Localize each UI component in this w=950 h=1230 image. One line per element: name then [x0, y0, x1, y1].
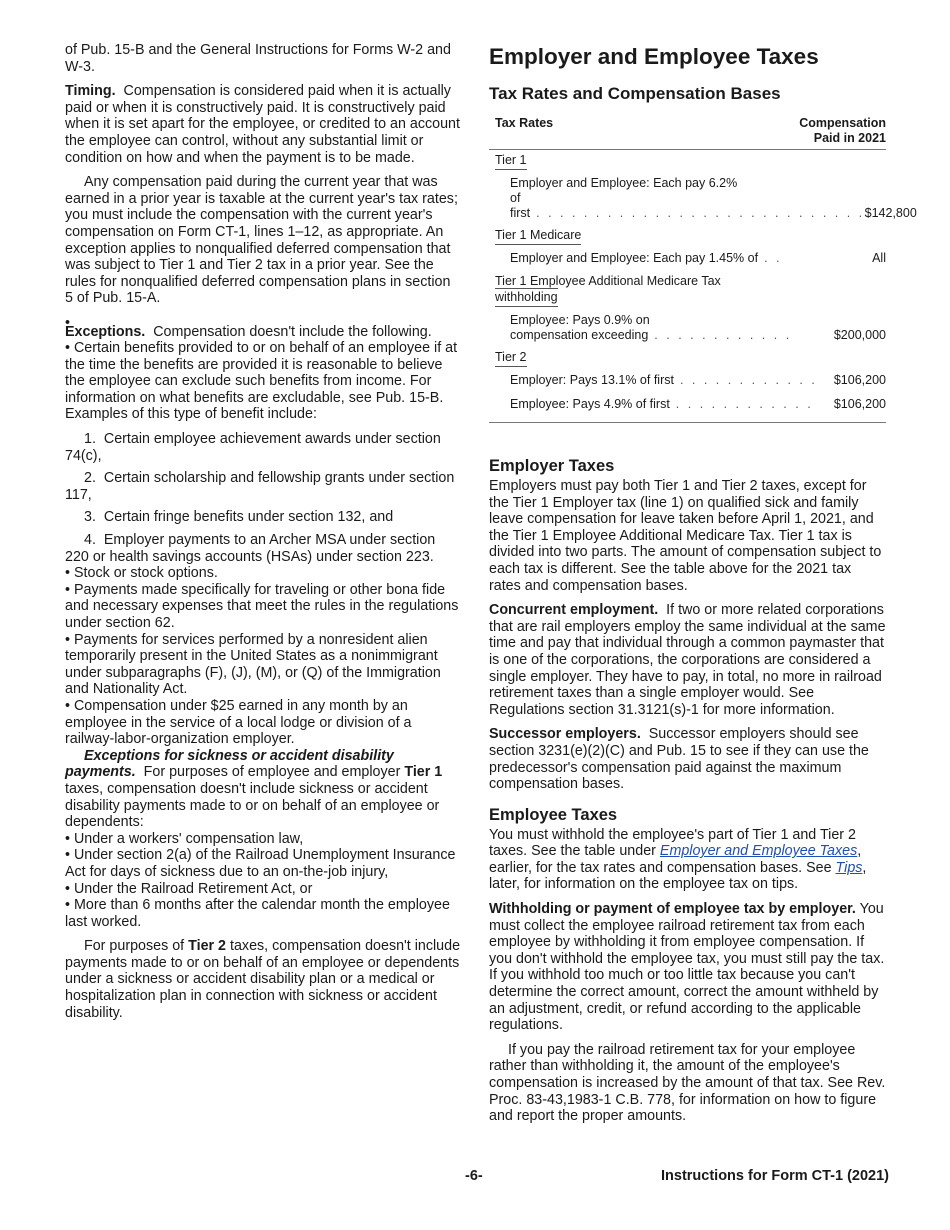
- exceptions-intro: Compensation doesn't include the following.: [153, 323, 432, 340]
- sick-bullet-workers-comp: • Under a workers' compensation law,: [65, 831, 461, 848]
- employer-employee-taxes-link[interactable]: Employer and Employee Taxes: [659, 843, 858, 860]
- page-number: -6-: [465, 1168, 483, 1184]
- timing-title: Timing.: [65, 83, 116, 100]
- heading-tax-rates: Tax Rates and Compensation Bases: [489, 84, 781, 103]
- tax-rates-table: [489, 114, 917, 423]
- table-value: $106,200: [833, 397, 886, 411]
- prior-year-paragraph: Any compensation paid during the current year that was earned in a prior year is taxable at the current year's tax rates; you must include the compensation with the current year's compensation on Form CT-1, lines 1–12, as appropriate. An exception applies to nonqualified deferred compensation that was subject to Tier 1 and Tier 2 tax in a prior year. See the rules for nonqualified deferred compensation plans in section 5 of Pub. 15-A.: [65, 174, 458, 307]
- table-value: $200,000: [833, 328, 886, 342]
- table-row: Employer and Employee: Each pay 6.2% of first . . . . . . . . . . . . . . . . . . . . . . . . . . . . $142,800: [510, 176, 917, 220]
- header-tax-rates: Tax Rates: [495, 116, 554, 130]
- table-section-tier1-medicare: Tier 1 Medicare: [489, 225, 886, 246]
- withholding-paragraph: Withholding or payment of employee tax by employer. You must collect the employee railroad retirement tax from each employee by withholding it from employee compensation. If you don't withhold the employee tax, you must still pay the tax. If you withhold too much or too little tax because you can't determine the correct amount, correct the amount withheld by an adjustment, credit, or refund according to the applicable regulations.: [489, 901, 885, 1034]
- sick-bullet-unemployment: • Under section 2(a) of the Railroad Unemployment Insurance Act for days of sickness due to an on-the-job injury,: [65, 847, 461, 880]
- sick-bullet-retirement-act: • Under the Railroad Retirement Act, or: [65, 881, 461, 898]
- table-value: All: [872, 251, 886, 265]
- table-row: Employee: Pays 0.9% on compensation exceeding . . . . . . . . . . . . $200,000: [510, 313, 886, 342]
- timing-paragraph: [65, 83, 461, 166]
- bullet-stock: • Stock or stock options.: [65, 565, 461, 582]
- continued-paragraph: of Pub. 15-B and the General Instructions for Forms W-2 and W-3.: [65, 42, 451, 75]
- tips-link[interactable]: Tips: [835, 859, 863, 876]
- concurrent-paragraph: Concurrent employment. If two or more related corporations that are rail employers employ the same individual at the same time and pay that individual through a common paymaster that is one of the corporations, the corporations are considered a single employer. They have to pay, in total, no more in railroad retirement taxes than a single employer would. See Regulations section 31.3121(s)-1 for more information.: [489, 602, 886, 718]
- table-value: $106,200: [833, 373, 886, 387]
- table-row: Employee: Pays 4.9% of first . . . . . . . . . . . . $106,200: [510, 397, 886, 411]
- footer-form-title: Instructions for Form CT-1 (2021): [661, 1168, 890, 1184]
- table-section-additional-medicare: Tier 1 Employee Additional Medicare Tax withholding: [489, 270, 886, 308]
- left-column: [65, 42, 461, 1029]
- timing-text: Compensation is considered paid when it is actually paid or when it is constructively paid. It is constructively paid when it is set apart for the employee, or credited to an account the employee can control, without any substantial limit or condition on how and when the payment is to be made.: [65, 83, 460, 166]
- heading-employer-taxes: Employer Taxes: [489, 457, 615, 475]
- numbered-item-4: 4. Employer payments to an Archer MSA under section 220 or health savings accounts (HSAs) under section 223.: [65, 532, 436, 565]
- employer-taxes-paragraph: Employers must pay both Tier 1 and Tier 2 taxes, except for the Tier 1 Employer tax (line 1) on qualified sick and family leave compensation for leave taken before April 1, 2021, and the Tier 1 Employee Additional Medicare Tax. Tier 1 tax is divided into two parts. The amount of compensation subject to each tax is different. See the table above for the 2021 tax rates and compensation bases.: [489, 478, 882, 594]
- heading-employee-taxes: Employee Taxes: [489, 805, 618, 824]
- table-section-tier2: Tier 2: [489, 347, 886, 368]
- employee-taxes-paragraph: You must withhold the employee's part of Tier 1 and Tier 2 taxes. See the table under Employer and Employee Taxes, earlier, for the tax rates and compensation bases. See Tips, later, for information on the employee tax on tips.: [489, 826, 867, 893]
- right-column: [489, 42, 917, 1133]
- exceptions-block: [65, 324, 461, 748]
- pay-tax-paragraph: If you pay the railroad retirement tax for your employee rather than withholding it, the amount of the employee's compensation is increased by the amount of that tax. See Rev. Proc. 83-43,1983-1 C.B. 778, for information on how to figure and report the proper amounts.: [489, 1041, 886, 1125]
- numbered-item-2: 2. Certain scholarship and fellowship grants under section 117,: [65, 470, 455, 503]
- table-header: [489, 114, 886, 150]
- header-compensation: Compensation Paid in 2021: [799, 116, 886, 145]
- numbered-item-1: 1. Certain employee achievement awards under section 74(c),: [65, 431, 441, 464]
- bullet-benefits: • Certain benefits provided to or on behalf of an employee if at the time the benefits are provided it is reasonable to believe the employee can exclude such benefits from income. For information on what benefits are excludable, see Pub. 15-B. Examples of this type of benefit include:: [65, 340, 461, 423]
- numbered-item-3: 3. Certain fringe benefits under section 132, and: [84, 509, 394, 526]
- bullet-travel: • Payments made specifically for traveling or other bona fide and necessary expenses that meet the rules in the regulations under section 62.: [65, 582, 461, 632]
- bullet-nonresident: • Payments for services performed by a nonresident alien temporarily present in the United States as a nonimmigrant under subparagraphs (F), (J), (M), or (Q) of the Immigration and Nationality Act.: [65, 632, 461, 698]
- table-row: Employer: Pays 13.1% of first . . . . . . . . . . . . $106,200: [510, 373, 886, 387]
- exceptions-title: Exceptions.: [65, 323, 146, 340]
- table-section-tier1: Tier 1: [489, 150, 886, 171]
- sick-bullet-six-months: • More than 6 months after the calendar month the employee last worked.: [65, 897, 461, 930]
- sickness-title: Exceptions for sickness or accident disability payments.: [65, 747, 394, 781]
- sickness-paragraph: Exceptions for sickness or accident disability payments. For purposes of employee and employer Tier 1 taxes, compensation doesn't include sickness or accident disability payments made to or on behalf of an employee or dependents:: [65, 747, 443, 831]
- table-value: $142,800: [864, 206, 917, 220]
- heading-employer-employee-taxes: Employer and Employee Taxes: [489, 44, 819, 69]
- table-row: Employer and Employee: Each pay 1.45% of . . All: [510, 251, 886, 265]
- tier2-paragraph: For purposes of Tier 2 taxes, compensation doesn't include payments made to or on behalf of an employee or dependents under a sickness or accident disability plan or a medical or hospitalization plan in connection with sickness or accident disability.: [65, 938, 461, 1021]
- bullet-lodge: • Compensation under $25 earned in any month by an employee in the service of a local lodge or division of a railway-labor-organization employer.: [65, 698, 461, 748]
- successor-paragraph: Successor employers. Successor employers should see section 3231(e)(2)(C) and Pub. 15 to see if they can use the predecessor's compensation paid against the maximum compensation bases.: [489, 726, 869, 793]
